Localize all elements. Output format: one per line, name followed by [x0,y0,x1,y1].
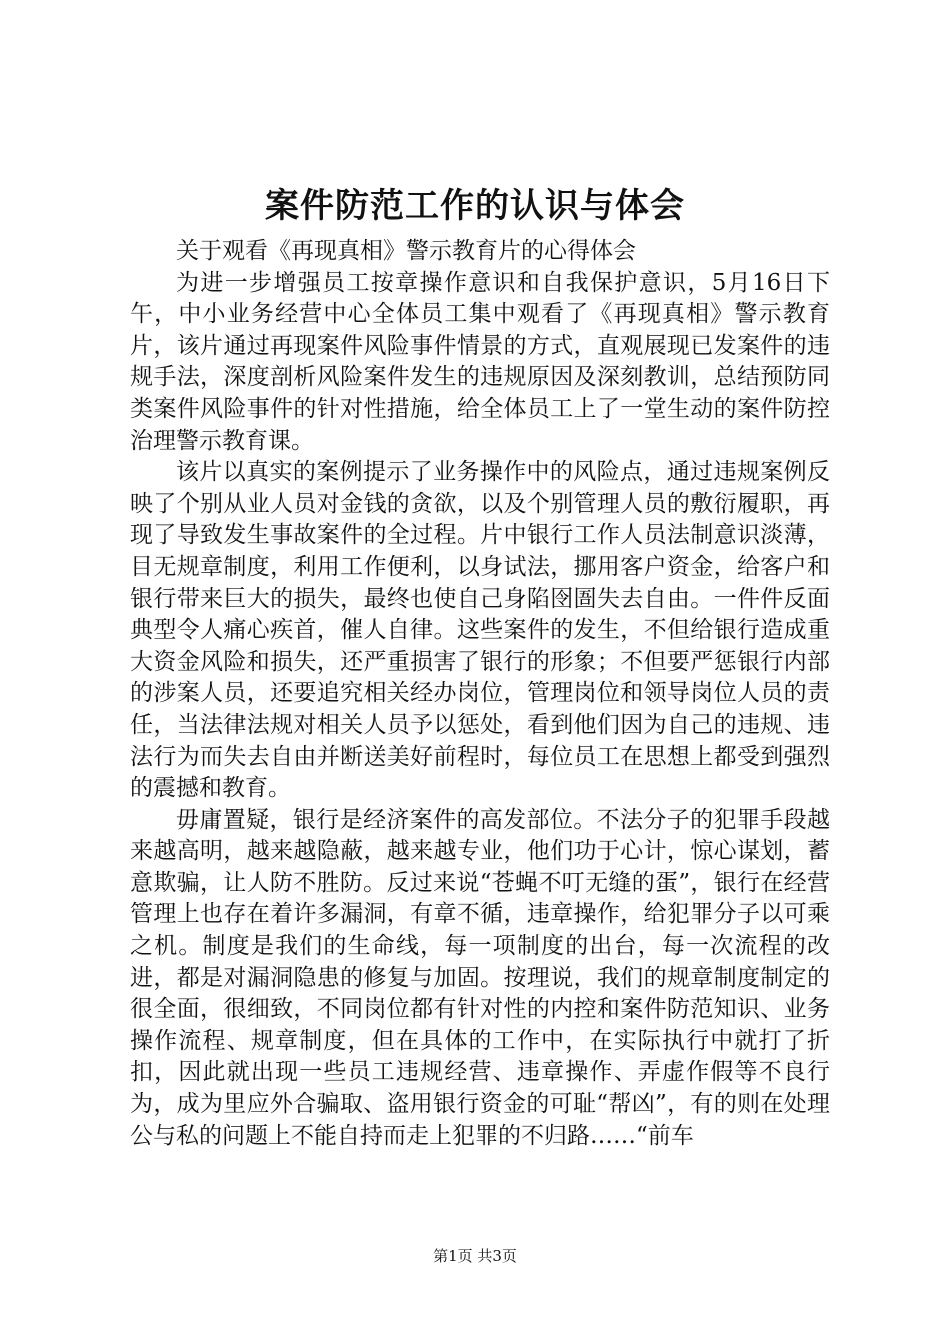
page-footer: 第1页 共3页 [433,1247,517,1265]
document-body [130,236,830,1152]
paragraph-2: 该片以真实的案例提示了业务操作中的风险点，通过违规案例反映了个别从业人员对金钱的贪欲，以及个别管理人员的敷衍履职，再现了导致发生事故案件的全过程。片中银行工作人员法制意识淡薄，目无规章制度，利用工作便利，以身试法，挪用客户资金，给客户和银行带来巨大的损失，最终也使自己身陷囹圄失去自由。一件件反面典型令人痛心疾首，催人自律。这些案件的发生，不但给银行造成重大资金风险和损失，还严重损害了银行的形象；不但要严惩银行内部的涉案人员，还要追究相关经办岗位，管理岗位和领导岗位人员的责任，当法律法规对相关人员予以惩处，看到他们因为自己的违规、违法行为而失去自由并断送美好前程时，每位员工在思想上都受到强烈的震撼和教育。 [130,459,830,802]
paragraph-subtitle: 关于观看《再现真相》警示教育片的心得体会 [176,238,636,264]
paragraph-1: 为进一步增强员工按章操作意识和自我保护意识，5月16日下午，中小业务经营中心全体员工集中观看了《再现真相》警示教育片，该片通过再现案件风险事件情景的方式，直观展现已发案件的违规手法，深度剖析风险案件发生的违规原因及深刻教训，总结预防同类案件风险事件的针对性措施，给全体员工上了一堂生动的案件防控治理警示教育课。 [130,269,830,454]
paragraph-3: 毋庸置疑，银行是经济案件的高发部位。不法分子的犯罪手段越来越高明，越来越隐蔽，越来越专业，他们功于心计，惊心谋划，蓄意欺骗，让人防不胜防。反过来说“苍蝇不叮无缝的蛋”，银行在经营管理上也存在着许多漏洞，有章不循，违章操作，给犯罪分子以可乘之机。制度是我们的生命线，每一项制度的出台，每一次流程的改进，都是对漏洞隐患的修复与加固。按理说，我们的规章制度制定的很全面，很细致，不同岗位都有针对性的内控和案件防范知识、业务操作流程、规章制度，但在具体的工作中，在实际执行中就打了折扣，因此就出现一些员工违规经营、违章操作、弄虚作假等不良行为，成为里应外合骗取、盗用银行资金的可耻“帮凶”，有的则在处理公与私的问题上不能自持而走上犯罪的不归路……“前车 [130,806,830,1149]
document-title: 案件防范工作的认识与体会 [265,186,685,226]
